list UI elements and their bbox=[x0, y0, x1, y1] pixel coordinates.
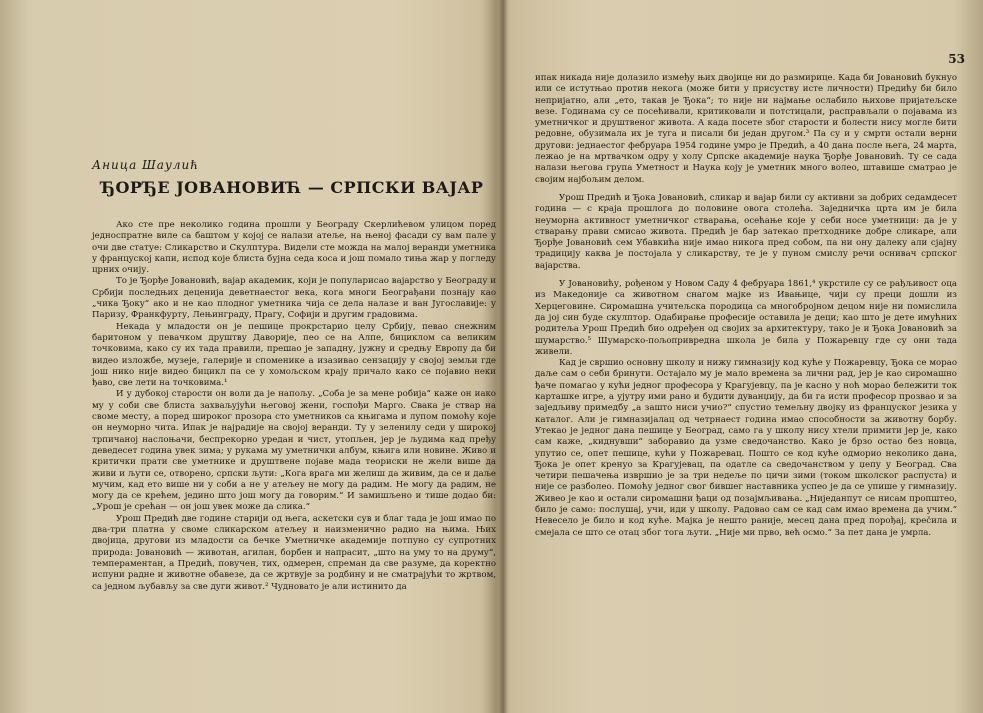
paragraph: Некада у младости он је пешице прокрстарио целу Србију, певао снежним баритоном у певачком друштву Даворије, пео се на Алпе, бициклом са великим точковима, како су их тада правили, прешао је западну, јужну и средњу Европу да би видео изложбе, музеје, галерије и споменике а изазивао сензацију у својој земљи где још нико није видео бицикл па се у хомољском крају причало како се појавио неки ђаво, све лети на точковима.¹ bbox=[92, 321, 496, 389]
paragraph: Урош Предић две године старији од њега, аскетски сув и благ тада је још имао по два-три платна у своме сликарском атељеу и наизменично радио на њима. Њих двојица, другови из младости са бечке Уметничке академије потпуно су супротних природа: Јовановић — животан, агилан, борбен и напрасит, „што на уму то на друму“, темпераментан, а Предић, повучен, тих, одмерен, спреман да све разуме, да коректно испуни радне и животне обавезе, да се жртвује за родбину и не сматрајући то жртвом, са једном љубављу за све дуги живот.² Чудновато је али истинито да bbox=[92, 513, 496, 592]
right-page-body bbox=[535, 73, 957, 539]
paragraph: Кад је свршио основну школу и нижу гимназију код куће у Пожаревцу, Ђока се морао даље сам о себи бринути. Остајало му је мало времена за лични рад, јер је као сиромашно ђаче помагао у кући једног професора у Крагујевцу, па је касно у ноћ морао бележити ток карташке игре, а ујутру ими рано и будити дуванџију, да би га исти професор прозвао и за заједљиву примедбу „а зашто ниси учио?“ спустио темељну двојку из француског језика у каталог. Али је гимназијалац од четрнаест година имао способности за животну борбу. Утекао је једног дана пешице у Београд, само га у школу нису хтели примити јер је, како сам каже, „киднувши“ заборавио да узме сведочанство. Како је брзо остао без новца, упутио се, опет пешице, кући у Пожаревац. Пошто се код куће одморио неколико дана, Ђока је опет кренуо за Крагујевац, па одатле са сведочанством у џепу у Београд. Сва четири пешачења извршио је за три недеље по цичи зими (током школског распуста) и није се разболео. Помоћу једног свог бившег наставника успео је да се упише у гимназију. Живео је као и остали сиромашни ђаци од позајмљивања. „Ниједанпут се нисам пропштео, било је само: послушај, учи, иди у школу. Радовао сам се кад сам имао времена да учим.“ Невесело је било и код куће. Мајка је нешто раније, месец дана пред порођај, крečила и смејала се што се отац због тога љути. „Није ми прво, већ осмо.“ За пет дана је умрла. bbox=[535, 358, 957, 538]
paragraph: Ако сте пре неколико година прошли у Београду Скерлићевом улицом поред једноспратне виле са баштом у којој се налази атеље, на њеној фасади су вам пале у очи две статуе: Сликарство и Скулптура. Видели сте можда на малој веранди уметника у француској капи, испод које блиста бујна седа коса и још помало тиња жар у погледу црних очију. bbox=[92, 220, 496, 276]
paragraph: То је Ђорђе Јовановић, вајар академик, који је популарисао вајарство у Београду и Србији последњих деценија деветнаестог века, кога многи Београђани познају као „чика Ђоку“ ако и не као плодног уметника чија се дела налазе и ван Југославије: у Паризу, Франкфурту, Лењинграду, Прагу, Софији и другим градовима. bbox=[92, 276, 496, 321]
paragraph: У Јовановићу, рођеном у Новом Саду 4 фебруара 1861,⁴ укрстиле су се рађљивост оца из Македоније са животном снагом мајке из Ивањице, чији су преци дошли из Херцеговине. Сиромашна учитељска породица са многобројном децом није ни помислила да јој син буде скулптор. Одабирање професије оставила је деци; као што је дете имућних родитеља Урош Предић био одређен од својих за архитектуру, тако је и Ђока Јовановић за шумарство.⁵ Шумарско-пољопривредна школа је била у Пожаревцу где су они тада живели. bbox=[535, 279, 957, 357]
paragraph: ипак никада није долазило између њих двојице ни до размирице. Када би Јовановић букнуо или се истутњао против некога (може бити у присуству исте личности) Предићу би било непријатно, али „ето, такав је Ђока“; то није ни најмање ослабило њихове пријатељске везе. Годинама су се посећивали, критиковали и потстицали, расправљали о појавама из уметничког и друштвеног живота. А када посете због старости и болести нису могле бити редовне, обузимала их је туга и писали би један другом.³ Па су и у смрти остали верни другови: једнаестог фебруара 1954 године умро је Предић, а 40 дана после њега, 24 марта, лежао је на мртвачком одру у холу Српске академије наука Ђорђе Јовановић. Ту се сада налази његова група Уметност и Наука коју је уметник много волео, штавише сматрао је својим најбољим делом. bbox=[535, 73, 957, 185]
author-name: Аница Шаулић bbox=[92, 158, 199, 172]
left-page-body bbox=[92, 220, 496, 593]
right-page bbox=[505, 0, 983, 713]
paragraph: Урош Предић и Ђока Јовановић, сликар и вајар били су активни за добрих седамдесет година — с краја прошлога до половине овога столећа. Заједничка црта им је била неуморна активност уметничког стварања, осећање које у себи носе уметници: да је у стварању прави смисао живота. Предић је бар затекао претходнике добре сликаре, али Ђорђе Јовановић сем Убавкића није имао никога пред собом, па ни ону далеку али сјајну традицију каква је постојала у сликарству, те је у пуном смислу речи оснивач српског вајарства. bbox=[535, 192, 957, 271]
paragraph: И у дубокој старости он воли да је напољу. „Соба је за мене робија“ каже он иако му у соби све блиста захваљујући његовој жени, госпођи Марго. Свака је ствар на своме месту, а поред широког прозора сто уметников са књигама и лупом помоћу које он неуморно чита. Ипак је најрадије на својој веранди. Ту у зеленилу седи у широкој трпичаној наслоњачи, беспрекорно уредан и чист, утопљен, јер је људима кад пређу деведесет година увек зима; у рукама му уметнички албум, књига или новине. Живо и критички прати све уметнике и друштвене појаве мада теориски не жели више да живи и љути се, отворено, српски љути: „Кога врага ми желиш да живим, да се и даље мучим, кад ето више ни у соби а не у атељеу не могу да радим. Не могу да радим, не могу да се крећем, једино што још могу да говорим.“ И замишљено и тише додао би: „Урош је срећан — он још увек може да слика.“ bbox=[92, 389, 496, 513]
article-title: ЂОРЂЕ ЈОВАНОВИЋ — СРПСКИ ВАЈАР bbox=[100, 178, 484, 197]
page-number: 53 bbox=[948, 52, 965, 66]
